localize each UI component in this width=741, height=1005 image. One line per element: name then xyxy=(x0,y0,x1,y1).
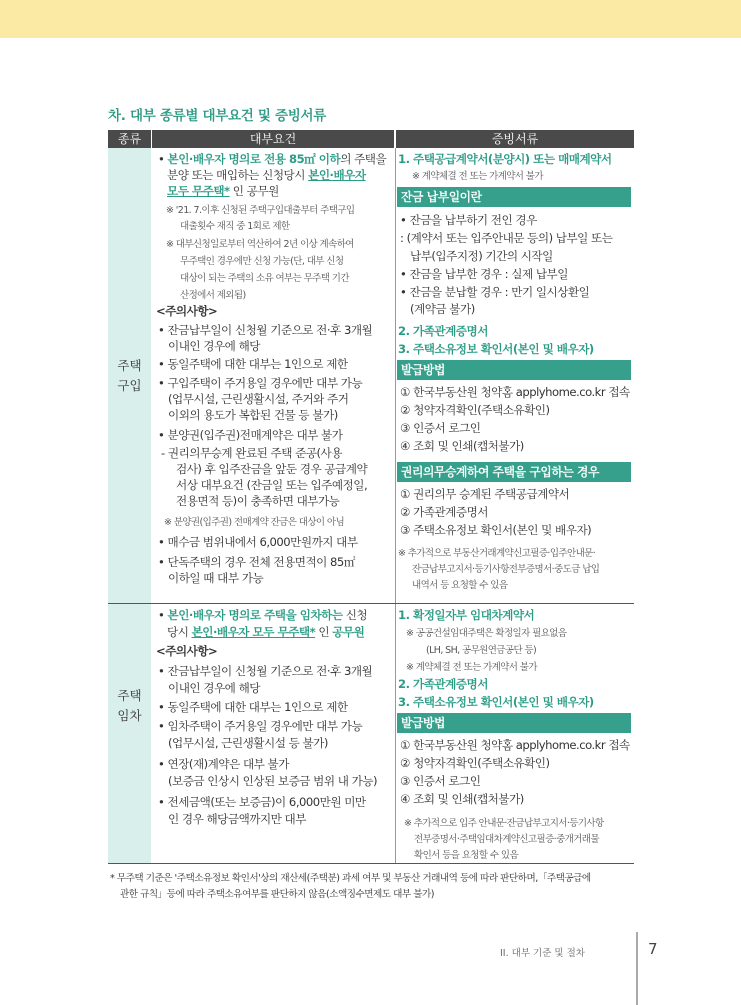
purchase-caution-5-line3: 서상 대부요건 (잔금일 또는 입주예정일, xyxy=(176,478,368,492)
row-divider xyxy=(108,863,634,864)
header-documents: 증빙서류 xyxy=(396,130,634,148)
balance-rule-3: • 잔금을 분납할 경우 : 만기 일시상환일 xyxy=(400,285,590,299)
balance-date-bar: 잔금 납부일이란 xyxy=(397,187,631,207)
lease-doc-2: 2. 가족관계증명서 xyxy=(398,677,488,691)
req-note-2-line4: 산정에서 제외됨) xyxy=(180,290,246,301)
issue-step-3: ③ 인증서 로그인 xyxy=(400,421,481,435)
header-type: 종류 xyxy=(108,130,151,148)
purchase-caution-3-line3: 이외의 용도가 복합된 건물 등 불가) xyxy=(168,408,338,422)
footnote-line2: 관한 규칙」등에 따라 주택소유여부를 판단하지 않음(소액징수면제도 대부 불가) xyxy=(120,889,434,900)
purchase-caution-2: • 동일주택에 대한 대부는 1인으로 제한 xyxy=(158,357,348,371)
purchase-caution-1-line1: • 잔금납부일이 신청월 기준으로 전·후 3개월 xyxy=(158,323,373,337)
purchase-type-cell xyxy=(108,148,151,604)
header-requirement: 대부요건 xyxy=(152,130,394,148)
footnote-line1: * 무주택 기준은 '주택소유정보 확인서'상의 재산세(주택분) 과세 여부 및 부동산 거래내역 등에 따라 판단하며,「주택공급에 xyxy=(110,873,591,884)
purchase-caution-8-line2: 이하일 때 대부 가능 xyxy=(168,571,264,585)
req-note-1-line2: 대출횟수 재직 중 1회로 제한 xyxy=(180,221,290,232)
lease-caution-heading: <주의사항> xyxy=(156,644,218,658)
issue-step-1: ① 한국부동산원 청약홈 applyhome.co.kr 접속 xyxy=(400,385,630,399)
req-note-1-line1: ※ '21. 7.이후 신청된 주택구입대출부터 주택구입 xyxy=(166,205,355,216)
page-footer-section: II. 대부 기준 및 절차 xyxy=(500,948,585,959)
succession-doc-1: ① 권리의무 승계된 주택공급계약서 xyxy=(400,487,570,501)
purchase-type-line1: 주택 xyxy=(117,358,142,373)
lease-caution-2: • 동일주택에 대한 대부는 1인으로 제한 xyxy=(158,700,348,714)
top-color-band xyxy=(0,0,741,38)
purchase-caution-5-line1: - 권리의무승계 완료된 주택 준공(사용 xyxy=(161,446,342,460)
purchase-caution-6: ※ 분양권(입주권) 전매계약 잔금은 대상이 아님 xyxy=(164,517,345,528)
lease-doc-1-note1: ※ 공공건설임대주택은 확정일자 필요없음 xyxy=(406,628,567,639)
lease-type-line2: 임차 xyxy=(117,708,142,723)
lease-caution-1-line1: • 잔금납부일이 신청월 기준으로 전·후 3개월 xyxy=(158,664,373,678)
succession-doc-2: ② 가족관계증명서 xyxy=(400,505,488,519)
succession-bar: 권리의무승계하여 주택을 구입하는 경우 xyxy=(397,462,631,482)
purchase-caution-4: • 분양권(입주권)전매계약은 대부 불가 xyxy=(158,428,343,442)
req-bullet-1-line2: 분양 또는 매입하는 신청당시 본인·배우자 xyxy=(167,168,366,182)
req-bullet-1-line3: 모두 무주택* 인 공무원 xyxy=(167,184,279,198)
lease-note-line1: ※ 추가적으로 입주 안내문·잔금납부고지서·등기사항 xyxy=(404,818,604,829)
lease-doc-3: 3. 주택소유정보 확인서(본인 및 배우자) xyxy=(398,695,594,709)
issue-step-2: ② 청약자격확인(주택소유확인) xyxy=(400,403,550,417)
balance-rule-1b: 납부(입주지정) 기간의 시작일 xyxy=(410,249,553,263)
purchase-caution-5-line4: 전용면적 등)이 충족하면 대부가능 xyxy=(176,494,340,508)
succession-note-line1: ※ 추가적으로 부동산거래계약신고필증·입주안내문· xyxy=(398,548,596,559)
purchase-caution-1-line2: 이내인 경우에 해당 xyxy=(168,339,260,353)
purchase-caution-5-line2: 검사) 후 입주잔금을 앞둔 경우 공급계약 xyxy=(176,462,368,476)
balance-rule-1: • 잔금을 납부하기 전인 경우 xyxy=(400,213,537,227)
succession-note-line3: 내역서 등 요청할 수 있음 xyxy=(412,580,508,591)
lease-doc-1-note3: ※ 계약체결 전 또는 가계약서 불가 xyxy=(406,662,537,673)
req-bullet-1-line1: • 본인·배우자 명의로 전용 85㎡ 이하의 주택을 xyxy=(158,152,387,166)
purchase-doc-1: 1. 주택공급계약서(분양시) 또는 매매계약서 xyxy=(398,152,612,166)
lease-type-line1: 주택 xyxy=(117,688,142,703)
lease-issue-step-2: ② 청약자격확인(주택소유확인) xyxy=(400,756,550,770)
req-note-2-line1: ※ 대부신청일로부터 역산하여 2년 이상 계속하여 xyxy=(166,239,354,250)
purchase-caution-heading: <주의사항> xyxy=(156,304,218,318)
lease-req-line1: • 본인·배우자 명의로 주택을 임차하는 신청 xyxy=(158,608,368,622)
lease-issue-step-3: ③ 인증서 로그인 xyxy=(400,774,481,788)
balance-rule-3a: (계약금 불가) xyxy=(410,302,475,316)
lease-type-cell xyxy=(108,604,151,864)
lease-caution-4-line2: (보증금 인상시 인상된 보증금 범위 내 가능) xyxy=(168,774,378,788)
req-note-2-line2: 무주택인 경우에만 신청 가능(단, 대부 신청 xyxy=(180,256,344,267)
balance-rule-1a: : (계약서 또는 입주안내문 등의) 납부일 또는 xyxy=(400,231,613,245)
purchase-doc-3: 3. 주택소유정보 확인서(본인 및 배우자) xyxy=(398,342,594,356)
purchase-section xyxy=(108,148,634,604)
lease-doc-1-note2: (LH, SH, 공무원연금공단 등) xyxy=(426,645,537,656)
lease-issue-step-1: ① 한국부동산원 청약홈 applyhome.co.kr 접속 xyxy=(400,738,630,752)
req-note-2-line3: 대상이 되는 주택의 소유 여부는 무주택 기간 xyxy=(180,273,349,284)
lease-issue-step-4: ④ 조회 및 인쇄(캡처불가) xyxy=(400,792,524,806)
issue-method-bar: 발급방법 xyxy=(397,360,631,380)
purchase-caution-3-line1: • 구입주택이 주거용일 경우에만 대부 가능 xyxy=(158,376,363,390)
purchase-caution-3-line2: (업무시설, 근린생활시설, 주거와 주거 xyxy=(168,392,349,406)
issue-step-4: ④ 조회 및 인쇄(캡처불가) xyxy=(400,439,524,453)
lease-note-line3: 확인서 등을 요청할 수 있음 xyxy=(414,850,519,861)
column-divider xyxy=(395,148,396,604)
purchase-caution-8-line1: • 단독주택의 경우 전체 전용면적이 85㎡ xyxy=(158,555,355,569)
lease-issue-method-bar: 발급방법 xyxy=(397,713,631,733)
purchase-doc-1-note: ※ 계약체결 전 또는 가계약서 불가 xyxy=(412,171,543,182)
lease-caution-3-line1: • 임차주택이 주거용일 경우에만 대부 가능 xyxy=(158,719,363,733)
section-title: 차. 대부 종류별 대부요건 및 증빙서류 xyxy=(108,108,326,124)
lease-caution-4-line1: • 연장(재)계약은 대부 불가 xyxy=(158,757,289,771)
column-divider xyxy=(395,604,396,864)
lease-req-line2: 당시 본인·배우자 모두 무주택* 인 공무원 xyxy=(167,625,365,639)
purchase-doc-2: 2. 가족관계증명서 xyxy=(398,324,488,338)
lease-caution-1-line2: 이내인 경우에 해당 xyxy=(168,681,260,695)
lease-section xyxy=(108,604,634,864)
succession-doc-3: ③ 주택소유정보 확인서(본인 및 배우자) xyxy=(400,523,592,537)
purchase-type-line2: 구입 xyxy=(117,378,142,393)
succession-note-line2: 잔금납부고지서·등기사항전부증명서·중도금 납입 xyxy=(412,564,600,575)
lease-note-line2: 전부증명서·주택임대차계약신고필증·중개거래물 xyxy=(414,834,599,845)
purchase-caution-7: • 매수금 범위내에서 6,000만원까지 대부 xyxy=(158,535,358,549)
lease-caution-5-line1: • 전세금액(또는 보증금)이 6,000만원 미만 xyxy=(158,795,366,809)
lease-doc-1: 1. 확정일자부 임대차계약서 xyxy=(398,608,535,622)
page-footer-divider xyxy=(636,932,638,1005)
page-number: 7 xyxy=(648,940,658,958)
lease-caution-5-line2: 인 경우 해당금액까지만 대부 xyxy=(168,812,306,826)
lease-caution-3-line2: (업무시설, 근린생활시설 등 불가) xyxy=(168,736,328,750)
balance-rule-2: • 잔금을 납부한 경우 : 실제 납부일 xyxy=(400,267,568,281)
